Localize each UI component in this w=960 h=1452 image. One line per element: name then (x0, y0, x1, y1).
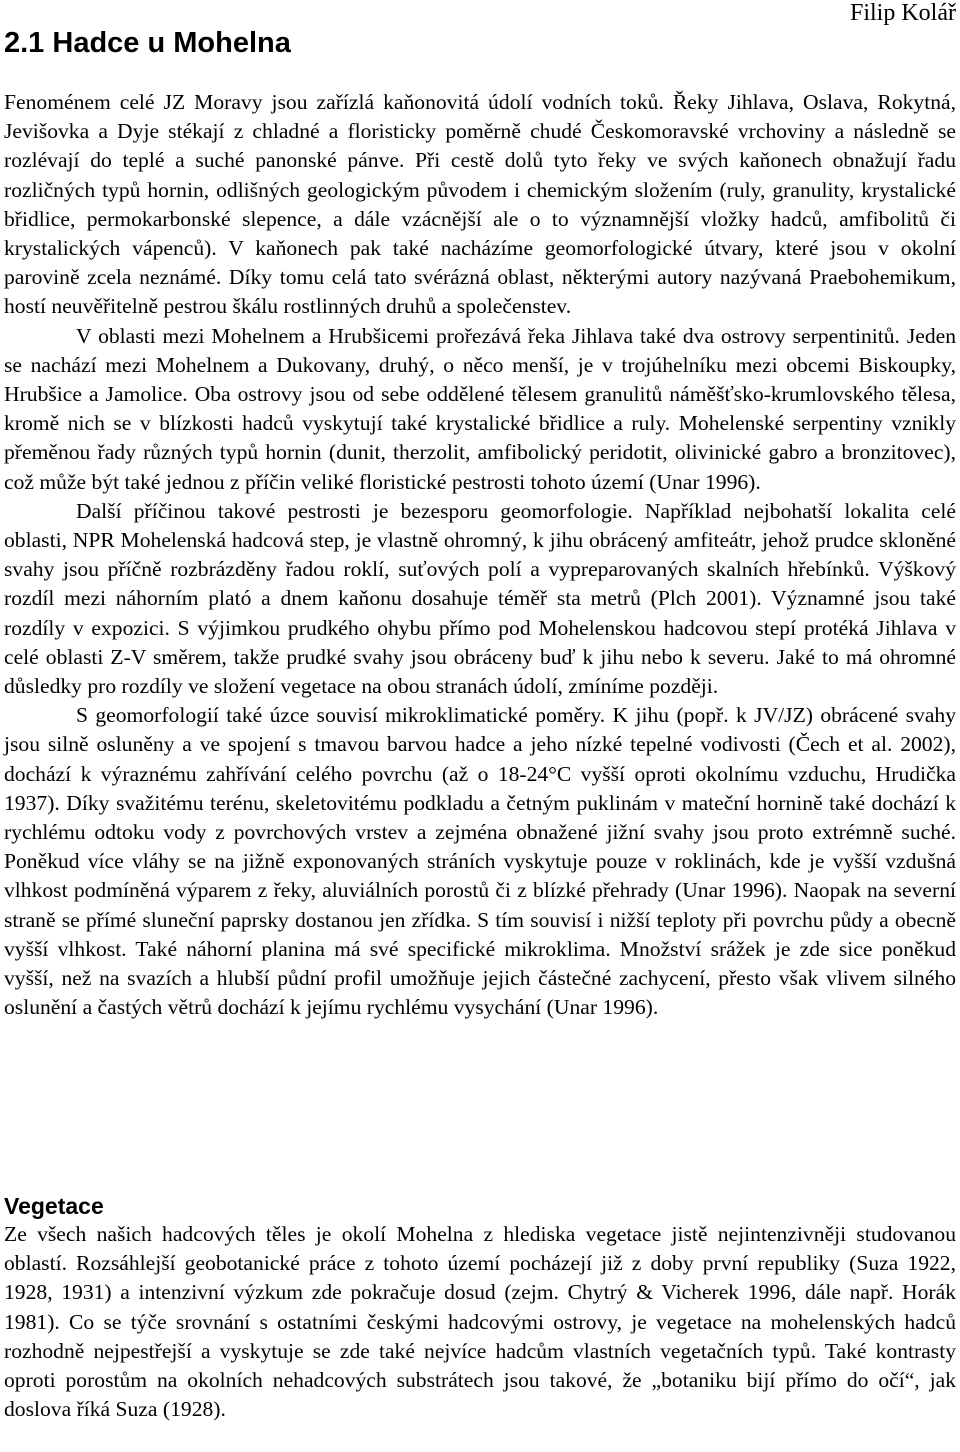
paragraph-serpentinite-islands: V oblasti mezi Mohelnem a Hrubšicemi prořezává řeka Jihlava také dva ostrovy serpentinitů. Jeden se nachází mezi Mohelnem a Dukovany, druhý, o něco menší, je v trojúhelníku mezi obcemi Biskoupky, Hrubšice a Jamolice. Oba ostrovy jsou od sebe oddělené tělesem granulitů náměšťsko-krumlovského tělesa, kromě nich se v blízkosti hadců vyskytují také krystalické břidlice a ruly. Mohelenské serpentiny vznikly přeměnou řady různých typů hornin (dunit, therzolit, amfibolický peridotit, olivinické gabro a bronzitovec), což může být také jednou z příčin veliké floristické pestrosti tohoto území (Unar 1996). (4, 323, 956, 494)
paragraph-intro: Fenoménem celé JZ Moravy jsou zařízlá kaňonovitá údolí vodních toků. Řeky Jihlava, Oslava, Rokytná, Jevišovka a Dyje stékají z chladné a floristicky poměrně chudé Českomoravské vrchoviny a následně se rozlévají do teplé a suché panonské pánve. Při cestě dolů tyto řeky ve svých kaňonech obnažují řadu rozličných typů hornin, odlišných geologickým původem i chemickým složením (ruly, granulity, krystalické břidlice, permokarbonské slepence, a dále vzácnější ale o to významnější vložky hadců, amfibolitů či krystalických vápenců). V kaňonech pak také nacházíme geomorfologické útvary, které jsou v okolní parovině zcela neznámé. Díky tomu celá tato svérázná oblast, některými autory nazývaná Praebohemikum, hostí neuvěřitelně pestrou škálu rostlinných druhů a společenstev. (4, 90, 956, 319)
paragraph-microclimate: S geomorfologií také úzce souvisí mikroklimatické poměry. K jihu (popř. k JV/JZ) obrácené svahy jsou silně osluněny a ve spojení s tmavou barvou hadce a jeho nízké tepelné vodivosti (Čech et al. 2002), dochází k výraznému zahřívání celého povrchu (až o 18-24°C vyšší oproti okolnímu vzduchu, Hrudička 1937). Díky svažitému terénu, skeletovitému podkladu a četným puklinám v mateční hornině také dochází k rychlému odtoku vody z povrchových vrstev a zejména obnažené jižní svahy jsou proto extrémně suché. Poněkud více vláhy se na jižně exponovaných stráních vyskytuje pouze v roklinách, kde je vyšší vzdušná vlhkost podmíněná výparem z řeky, aluviálních porostů či z blízké přehrady (Unar 1996). Naopak na severní straně se přímé sluneční paprsky dostanou jen zřídka. S tím souvisí i nižší teploty při povrchu půdy a obecně vyšší vlhkost. Také náhorní planina má své specifické mikroklima. Množství srážek je zde sice poněkud vyšší, než na svazích a hlubší půdní profil umožňuje jejich částečné zachycení, přesto však vlivem silného oslunění a častých větrů dochází k jejímu rychlému vysychání (Unar 1996). (4, 703, 956, 1020)
paragraph-geomorphology: Další příčinou takové pestrosti je bezesporu geomorfologie. Například nejbohatší lokalita celé oblasti, NPR Mohelenská hadcová step, je vlastně ohromný, k jihu obrácený amfiteátr, jehož prudce skloněné svahy jsou příčně rozbrázděny řadou roklí, suťových polí a vypreparovaných skalních hřebínků. Výškový rozdíl mezi náhorním plató a dnem kaňonu dosahuje téměř sta metrů (Plch 2001). Významné jsou také rozdíly v expozici. S výjimkou prudkého ohybu přímo pod Mohelenskou hadcovou stepí protéká Jihlava v celé oblasti Z-V směrem, takže prudké svahy jsou obráceny buď k jihu nebo k severu. Jaké to má ohromné důsledky pro rozdíly ve složení vegetace na obou stranách údolí, zmíníme později. (4, 498, 956, 699)
section-title: 2.1 Hadce u Mohelna (4, 27, 291, 59)
vegetation-section (4, 1220, 956, 1424)
paragraph-vegetation: Ze všech našich hadcových těles je okolí Mohelna z hlediska vegetace jistě nejintenzivněji studovanou oblastí. Rozsáhlejší geobotanické práce z tohoto území pocházejí již z doby první republiky (Suza 1922, 1928, 1931) a intenzivní výzkum zde pokračuje dosud (zejm. Chytrý & Vicherek 1996, dále např. Horák 1981). Co se týče srovnání s ostatními českými hadcovými ostrovy, je vegetace na mohelenských hadců rozhodně nejpestřejší a vyskytuje se zde také nejvíce hadcům vlastních vegetačních typů. Také kontrasty oproti porostům na okolních nehadcových substrátech jsou takové, že „botaniku bijí přímo do očí“, jak doslova říká Suza (1928). (4, 1222, 956, 1422)
author-name: Filip Kolář (850, 0, 956, 26)
main-text (4, 88, 956, 1023)
vegetation-heading: Vegetace (4, 1193, 104, 1219)
